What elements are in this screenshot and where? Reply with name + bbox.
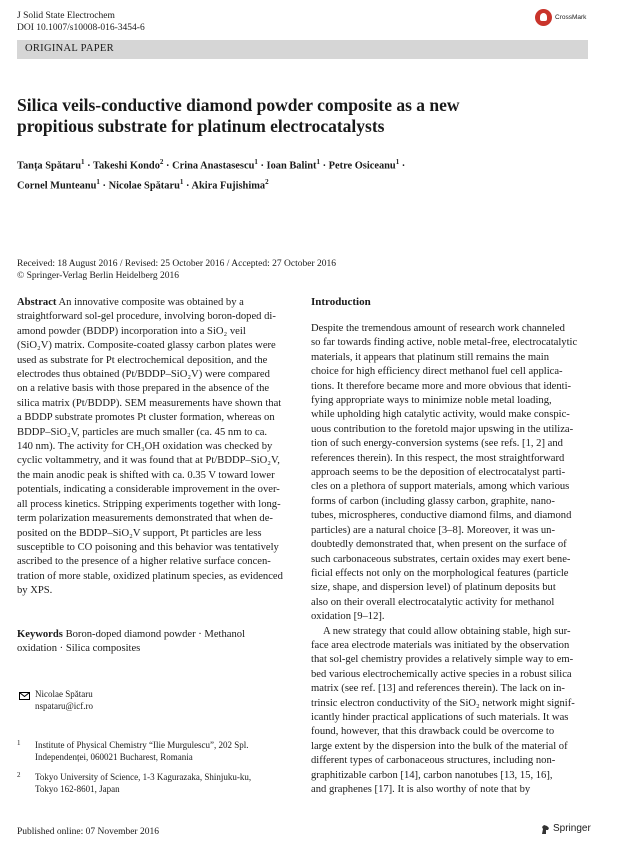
published-online: Published online: 07 November 2016 — [17, 827, 159, 837]
introduction-body — [311, 322, 587, 797]
intro-line: also on their overall electrocatalytic activity for methanol — [311, 596, 555, 608]
copyright: © Springer-Verlag Berlin Heidelberg 2016 — [17, 271, 179, 281]
abstract-line: electrodes thus obtained (Pt/BDDP–SiO₂V) were compared — [17, 369, 270, 381]
article-type-label: ORIGINAL PAPER — [25, 43, 114, 54]
article-title — [17, 95, 607, 137]
affiliation-marker: 1 — [81, 158, 85, 166]
intro-line: materials, it appears that platinum still remains the main — [311, 351, 550, 363]
intro-line: face area electrode materials was initiated by the observation — [311, 639, 570, 651]
intro-line: trinsic electron conductivity of the SiO₂ network might signif- — [311, 697, 575, 709]
affiliation-marker: 1 — [179, 178, 184, 187]
abstract-line: BDDP–SiO₂V, particles are much smaller (ca. 45 nm to ca. — [17, 426, 268, 438]
abstract-line: posited on the BDDP–SiO₂V support, Pt particles are less — [17, 527, 262, 539]
affiliation-line: Tokyo University of Science, 1-3 Kagurazaka, Shinjuku-ku, — [35, 772, 252, 782]
abstract-line: silica matrix (Pt/BDDP). SEM measurements have shown that — [17, 397, 282, 409]
crossmark-badge[interactable] — [535, 9, 552, 26]
keywords-line: Boron-doped diamond powder · Methanol — [65, 629, 246, 640]
intro-line: so far towards finding active, noble metal-free, electrocatalytic — [311, 337, 578, 349]
crossmark-label: CrossMark — [555, 14, 587, 21]
affiliation-marker: 1 — [395, 158, 400, 166]
author[interactable]: Tanța Spătaru — [17, 160, 82, 172]
intro-line: choice for high efficiency direct methanol fuel cell applica- — [311, 366, 563, 378]
intro-line: cles on a plethora of support materials, among which various — [311, 481, 570, 493]
intro-line: oxidation [9–12]. — [311, 611, 385, 623]
abstract-line: all process kinetics. Stripping experiments together with long- — [17, 498, 281, 510]
authors-line-2: Cornel Munteanu$^1$ · Nicolae Spătaru$^1$ · Akira Fujishima$^2$ — [17, 178, 269, 192]
intro-line: tubes, microspheres, conductive diamond films, and diamond — [311, 510, 572, 522]
intro-line: while upholding high catalytic activity, would make conspic- — [311, 409, 570, 421]
abstract-line: An innovative composite was obtained by a — [58, 297, 244, 308]
title-line-2: propitious substrate for platinum electrocatalysts — [17, 116, 385, 136]
abstract-line: 140 nm). The activity for CH₃OH oxidation was checked by — [17, 441, 273, 453]
affiliation-line: Institute of Physical Chemistry “Ilie Murgulescu”, 202 Spl. — [35, 740, 249, 750]
intro-line: Despite the tremendous amount of research work channeled — [311, 323, 565, 334]
intro-line: found, however, that this drawback could be overcome to — [311, 726, 555, 738]
affiliation-marker: 1 — [316, 158, 320, 166]
author[interactable]: Cornel Munteanu — [17, 180, 97, 192]
article-type-banner — [17, 40, 588, 59]
article-dates: Received: 18 August 2016 / Revised: 25 October 2016 / Accepted: 27 October 2016 — [17, 259, 336, 269]
author[interactable]: Takeshi Kondo — [93, 160, 160, 172]
crossmark-icon — [535, 9, 552, 26]
affiliation-marker: 1 — [96, 178, 100, 187]
abstract-line: on a relative basis with those prepared in the absence of the — [17, 383, 270, 395]
intro-line: tions. It therefore became more and more obvious that identi- — [311, 380, 572, 392]
corresponding-author: Nicolae Spătaru — [35, 689, 93, 699]
affiliation-line: Independenței, 060021 Bucharest, Romania — [35, 752, 193, 762]
abstract-line: a BDDP substrate promotes Pt cluster formation, whereas on — [17, 412, 275, 424]
abstract-line: susceptible to CO poisoning and this behavior was tentatively — [17, 541, 279, 553]
intro-line: fying appropriate ways to minimize noble metal loading, — [311, 395, 552, 407]
introduction-heading: Introduction — [311, 296, 371, 308]
intro-line: particles) are a natural choice [3–8]. Moreover, it was un- — [311, 524, 556, 536]
doi[interactable]: DOI 10.1007/s10008-016-3454-6 — [17, 23, 145, 33]
affiliation-number: 2 — [17, 771, 21, 779]
intro-line: approach seems to be the deposition of electrocatalyst parti- — [311, 467, 566, 479]
intro-line: matrix (see ref. [13] and references therein). The lack on in- — [311, 683, 565, 695]
intro-line: uous contribution to the foretold major upswing in the utiliza- — [311, 423, 574, 435]
publisher-name: Springer — [553, 823, 591, 834]
keywords-line: oxidation · Silica composites — [17, 643, 141, 655]
intro-line: icantly hinder practical applications of such materials. It was — [311, 711, 569, 723]
author[interactable]: Akira Fujishima — [191, 180, 266, 192]
abstract-line: amond powder (BDDP) incorporation into a SiO₂ veil — [17, 325, 246, 337]
intro-line: A new strategy that could allow obtaining stable, high sur- — [323, 625, 571, 637]
intro-line: forms of carbon (including glassy carbon, graphite, nano- — [311, 495, 555, 507]
title-line-1: Silica veils-conductive diamond powder composite as a new — [17, 95, 460, 115]
corresponding-email[interactable]: nspataru@icf.ro — [35, 701, 94, 711]
abstract-label: Abstract — [17, 297, 57, 308]
abstract — [17, 296, 291, 599]
author[interactable]: Ioan Balint — [266, 160, 317, 172]
affiliation-marker: 2 — [159, 158, 164, 166]
affiliation-line: Tokyo 162-8601, Japan — [35, 784, 120, 794]
abstract-line: (SiO₂V) matrix. Composite-coated glassy carbon plates were — [17, 340, 276, 352]
intro-line: large extent by the dispersion into the bulk of the material of — [311, 740, 568, 752]
intro-line: such carbonaceous substrates, certain oxides may exert bene- — [311, 553, 571, 565]
abstract-line: tration of more stable, oxidized platinum species, as evidenced — [17, 570, 283, 582]
intro-line: graphitizable carbon [14], carbon nanotubes [13, 15, 16], — [311, 769, 553, 781]
intro-line: and graphenes [17]. It is also worthy of note that by — [311, 784, 531, 795]
abstract-line: cyclic voltammetry, and it was found that at Pt/BDDP–SiO₂V, — [17, 455, 280, 467]
abstract-line: straightforward sol-gel procedure, involving boron-doped di- — [17, 311, 276, 323]
author[interactable]: Petre Osiceanu — [328, 160, 396, 172]
affiliation-marker: 1 — [254, 158, 258, 166]
intro-line: doubtedly demonstrated that, when present on the surface of — [311, 539, 567, 551]
authors-line-1: Tanța Spătaru$^1$ · Takeshi Kondo$^2$ · Crina Anastasescu$^1$ · Ioan Balint$^1$ · Petre Osiceanu$^1$ · — [17, 158, 406, 172]
abstract-line: used as substrate for Pt electrochemical deposition, and the — [17, 354, 268, 366]
keywords-label: Keywords — [17, 629, 63, 640]
intro-line: size, shape, and dispersion level) of platinum deposits but — [311, 582, 556, 594]
intro-line: tion of such energy-conversion systems (see refs. [1, 2] and — [311, 438, 563, 450]
intro-line: references therein). In this respect, the most straightforward — [311, 452, 565, 464]
springer-horse-icon — [540, 824, 551, 835]
intro-line: that sol-gel chemistry provides a relatively simple way to em- — [311, 654, 574, 666]
intro-line: ficial effects not only on the morphological features (particle — [311, 567, 569, 579]
abstract-line: term polarization measurements demonstrated that when de- — [17, 513, 273, 525]
affiliation-number: 1 — [17, 739, 21, 747]
author[interactable]: Nicolae Spătaru — [108, 180, 180, 192]
abstract-line: ascribed to the presence of a higher relative surface concen- — [17, 556, 271, 568]
affiliation-marker: 2 — [265, 178, 269, 187]
abstract-line: by XPS. — [17, 585, 53, 597]
intro-line: bed various electrochemically active species in a robust silica — [311, 668, 572, 680]
envelope-icon — [19, 692, 30, 700]
keywords — [17, 628, 291, 657]
author[interactable]: Crina Anastasescu — [172, 160, 255, 172]
journal-name: J Solid State Electrochem — [17, 11, 115, 21]
intro-line: different types of carbonaceous structures, including non- — [311, 755, 556, 767]
abstract-line: the main anodic peak is shifted with ca. 0.35 V toward lower — [17, 469, 275, 481]
abstract-line: potentials, indicating a considerable improvement in the over- — [17, 484, 280, 496]
author-list — [17, 154, 607, 195]
